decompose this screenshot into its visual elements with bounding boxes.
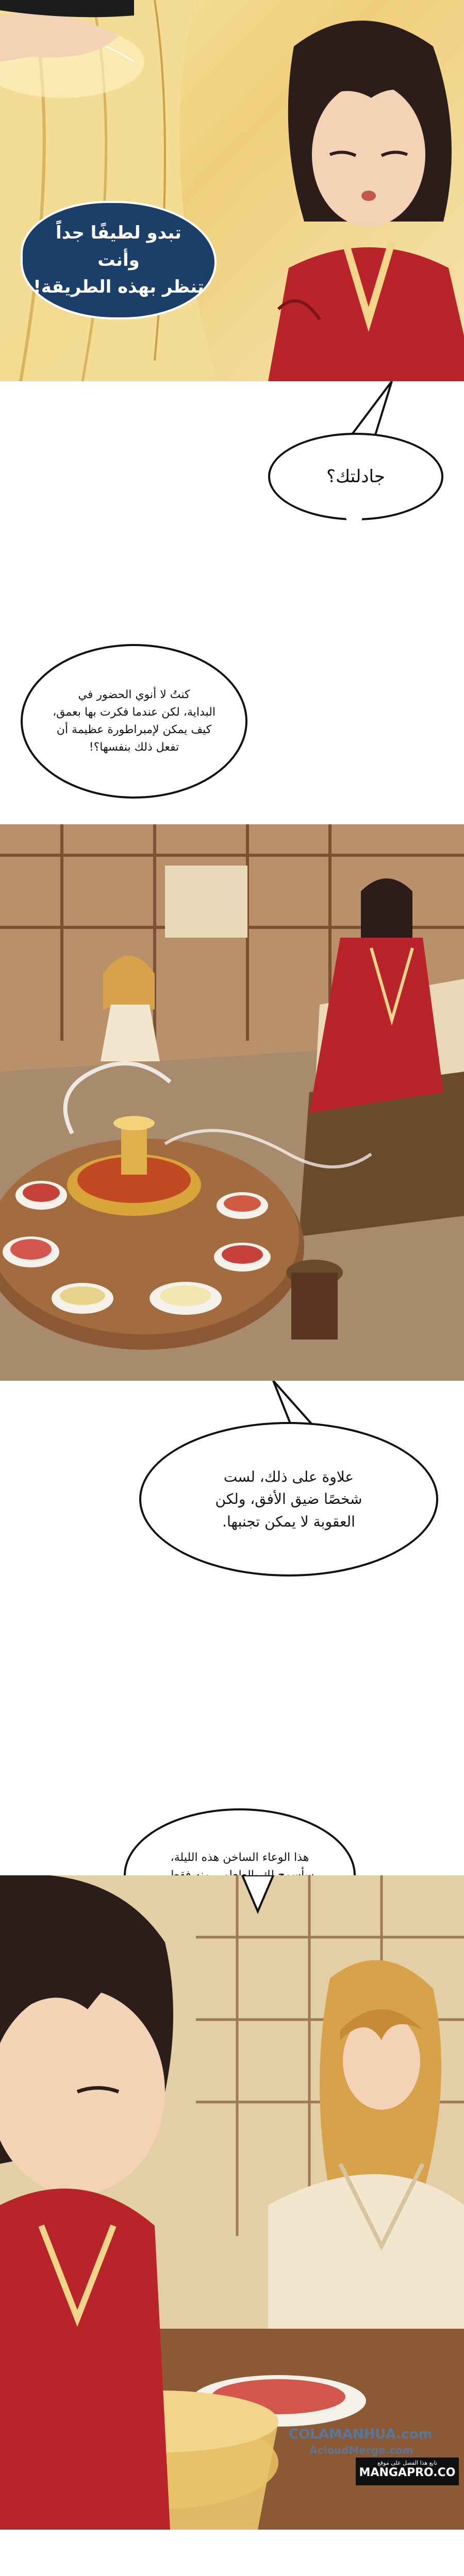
speech-text-2: جادلتك؟ — [326, 466, 385, 487]
hand-left — [0, 0, 134, 82]
speech-text-5: هذا الوعاء الساخن هذه الليلة، — [170, 1851, 309, 1864]
speech-text-3: كنتُ لا أنوي الحضور في البداية، لكن عندما فكرت بها بعمق، كيف يمكن لإمبراطورة عظيمة أن تفعل ذلك بنفسها؟! — [53, 688, 216, 754]
bubble-tail-5 — [237, 1875, 278, 1922]
bubble-tail-2b — [335, 500, 376, 551]
speech-bubble-4 — [139, 1422, 438, 1577]
watermark-site-2: AcloudMerge.com — [309, 2444, 413, 2456]
panel-3-gap — [0, 556, 464, 814]
speech-bubble-1 — [21, 201, 217, 319]
mangapro-tag — [356, 2458, 459, 2485]
speech-text-4: علاوة على ذلك، لست شخصًا ضيق الأفق، ولكن العقوبة لا يمكن تجنبها. — [215, 1468, 362, 1530]
watermark-site-1: COLAMANHUA.com — [289, 2427, 433, 2442]
speech-bubble-3 — [21, 644, 247, 799]
speech-text-1: تبدو لطيفًا جداً وأنت تنظر بهذه الطريقة! — [33, 222, 204, 298]
panel-7-table-closeup — [0, 1875, 464, 2530]
mangapro-tag-caption: تابع هذا الفصل على موقع — [377, 2460, 437, 2466]
panel-1 — [0, 0, 464, 381]
panel-4-hotpot-room — [0, 824, 464, 1381]
panel-5-gap — [0, 1381, 464, 1741]
man-red-robe-figure — [247, 0, 464, 381]
panel-2-gap — [0, 381, 464, 556]
hotpot-room-scene — [0, 824, 464, 1381]
mangapro-tag-site: MANGAPRO.CO — [359, 2466, 456, 2479]
panel-8-gap — [0, 2530, 464, 2576]
